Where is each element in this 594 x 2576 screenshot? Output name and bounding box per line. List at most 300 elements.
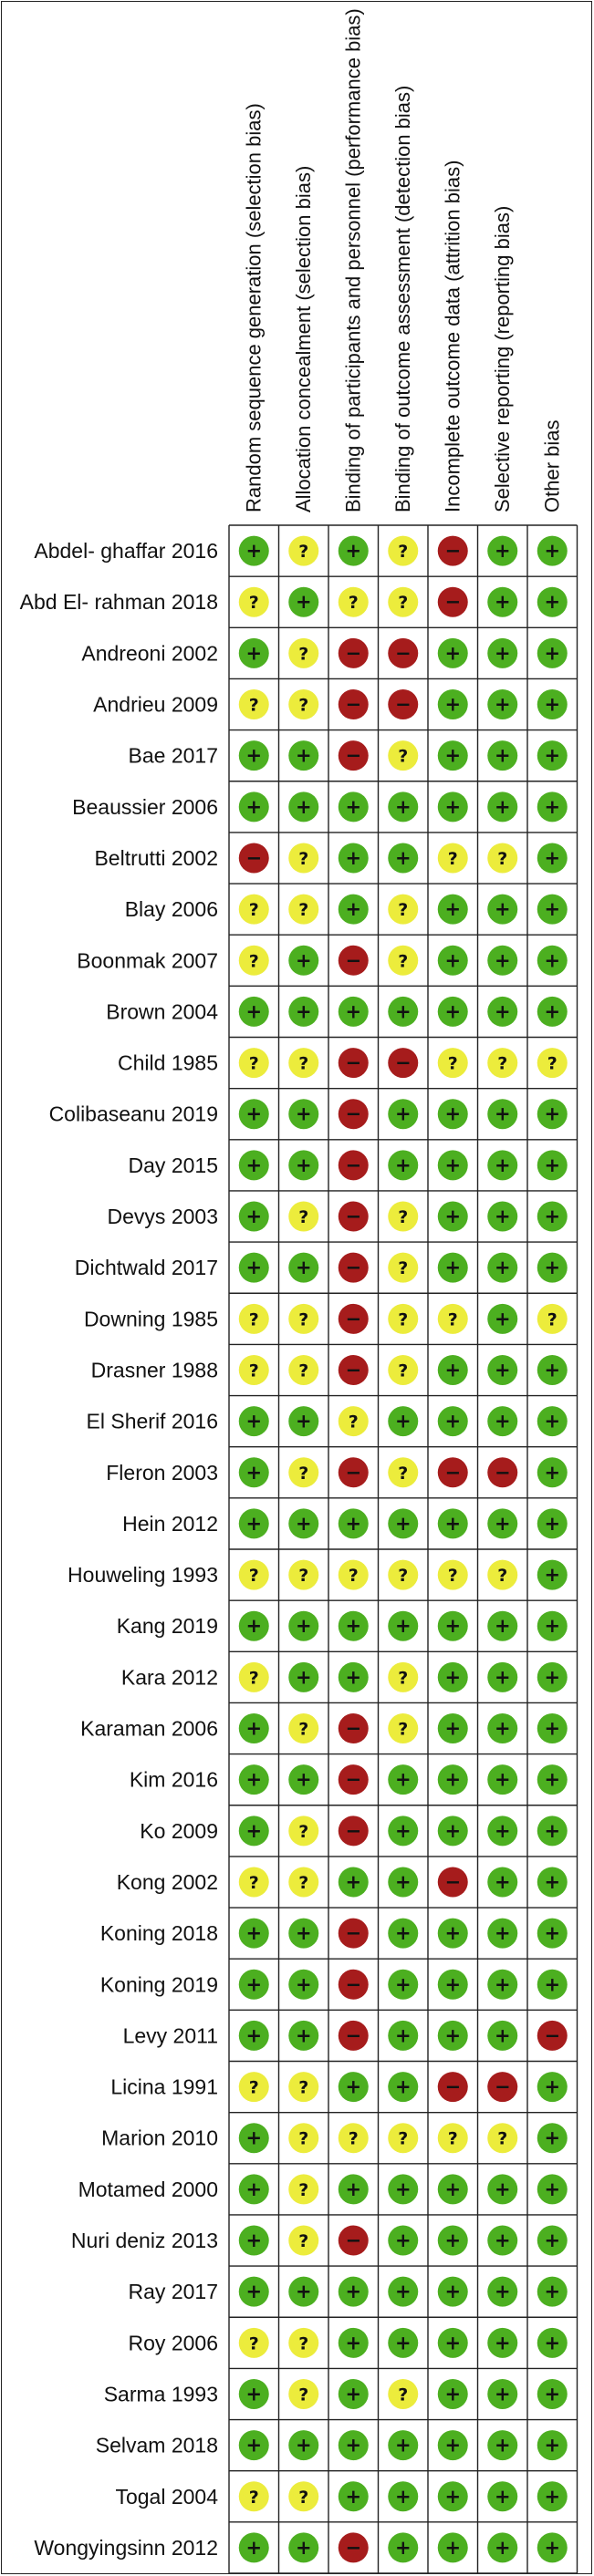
rating-symbol: + xyxy=(345,2178,362,2200)
rating-cell xyxy=(487,1867,517,1897)
rating-symbol: + xyxy=(544,642,561,665)
rating-symbol: + xyxy=(544,591,561,614)
rating-cell xyxy=(388,895,418,925)
rating-symbol: + xyxy=(245,2126,263,2149)
rating-symbol: + xyxy=(444,744,462,767)
rating-symbol: + xyxy=(394,2485,412,2508)
rating-symbol: + xyxy=(544,795,561,818)
rating-symbol: − xyxy=(345,1922,362,1945)
rating-cell xyxy=(288,1662,318,1692)
rating-symbol: + xyxy=(345,2485,362,2508)
rating-symbol: ? xyxy=(398,1207,409,1228)
rating-cell xyxy=(288,2430,318,2460)
rating-cell xyxy=(239,1457,269,1487)
rating-symbol: + xyxy=(544,1000,561,1023)
rating-cell xyxy=(487,1508,517,1538)
rating-symbol: + xyxy=(544,693,561,716)
rating-symbol: + xyxy=(494,1768,511,1791)
rating-cell xyxy=(388,1355,418,1385)
rating-symbol: + xyxy=(394,2434,412,2457)
rating-cell xyxy=(537,1508,568,1538)
domain-header-1: Random sequence generation (selection bias) xyxy=(242,103,266,512)
rating-cell xyxy=(487,1764,517,1795)
rating-symbol: + xyxy=(494,1205,511,1228)
rating-symbol: + xyxy=(345,795,362,818)
rating-symbol: + xyxy=(245,2383,263,2405)
rating-symbol: + xyxy=(494,2485,511,2508)
rating-cell xyxy=(438,895,468,925)
rating-cell xyxy=(288,2532,318,2562)
rating-symbol: ? xyxy=(298,1872,309,1893)
rating-symbol: ? xyxy=(398,1668,409,1689)
rating-symbol: − xyxy=(345,1461,362,1484)
rating-symbol: + xyxy=(345,540,362,563)
rating-symbol: + xyxy=(544,1564,561,1587)
rating-cell xyxy=(438,1662,468,1692)
rating-cell xyxy=(438,740,468,771)
grid-lines xyxy=(229,525,578,2573)
rating-symbol: + xyxy=(544,2485,561,2508)
rating-cell xyxy=(339,2226,369,2256)
rating-symbol: + xyxy=(345,1666,362,1689)
rating-cell xyxy=(339,2123,369,2153)
rating-cell xyxy=(388,740,418,771)
rating-symbol: + xyxy=(345,898,362,921)
rating-symbol: + xyxy=(494,1870,511,1893)
rating-symbol: + xyxy=(544,744,561,767)
rating-symbol: + xyxy=(444,2485,462,2508)
rating-symbol: + xyxy=(444,1768,462,1791)
rating-symbol: ? xyxy=(298,644,309,665)
rating-cell xyxy=(438,587,468,617)
rating-cell xyxy=(239,1816,269,1846)
rating-symbol: ? xyxy=(398,2128,409,2149)
rating-symbol: ? xyxy=(447,1053,458,1074)
rating-symbol: + xyxy=(494,2332,511,2354)
rating-symbol: ? xyxy=(398,1719,409,1740)
rating-symbol: + xyxy=(394,1922,412,1945)
rating-cell xyxy=(239,2481,269,2511)
rating-symbol: ? xyxy=(398,542,409,563)
rating-cell xyxy=(537,536,568,566)
rating-cell xyxy=(438,1304,468,1334)
rating-symbol: + xyxy=(394,1870,412,1893)
rating-cell xyxy=(487,2123,517,2153)
rating-cell xyxy=(388,2532,418,2562)
rating-cell xyxy=(438,997,468,1027)
rating-cell xyxy=(438,2277,468,2307)
rating-cell xyxy=(339,946,369,976)
rating-cell xyxy=(288,791,318,822)
rating-symbol: + xyxy=(295,1102,312,1125)
rating-cell xyxy=(339,1713,369,1743)
domain-header-4: Binding of outcome assessment (detection bias) xyxy=(391,85,414,512)
rating-symbol: + xyxy=(295,1666,312,1689)
rating-symbol: − xyxy=(345,1205,362,1228)
rating-symbol: + xyxy=(295,2281,312,2303)
rating-symbol: + xyxy=(444,1000,462,1023)
rating-cell xyxy=(388,1611,418,1641)
rating-symbol: ? xyxy=(298,1207,309,1228)
rating-cell xyxy=(239,1304,269,1334)
rating-symbol: + xyxy=(345,2075,362,2098)
rating-symbol: + xyxy=(494,1359,511,1381)
rating-symbol: − xyxy=(345,1359,362,1381)
rating-cell xyxy=(438,1355,468,1385)
rating-cell xyxy=(388,2174,418,2204)
study-label: Boonmak 2007 xyxy=(77,948,218,973)
rating-symbol: + xyxy=(245,1768,263,1791)
rating-cell xyxy=(288,1508,318,1538)
study-label: Kang 2019 xyxy=(116,1614,218,1639)
rating-cell xyxy=(537,2072,568,2102)
rating-symbol: + xyxy=(444,1666,462,1689)
rating-cell xyxy=(388,689,418,719)
rating-cell xyxy=(537,2021,568,2051)
rating-cell xyxy=(339,1662,369,1692)
rating-symbol: + xyxy=(444,2434,462,2457)
study-label: Nuri deniz 2013 xyxy=(70,2229,218,2253)
rating-symbol: + xyxy=(544,1461,561,1484)
rating-cell xyxy=(438,2532,468,2562)
rating-symbol: + xyxy=(295,1257,312,1279)
rating-symbol: + xyxy=(544,2178,561,2200)
rating-cell xyxy=(487,2174,517,2204)
rating-cell xyxy=(288,1048,318,1078)
rating-symbol: + xyxy=(394,1000,412,1023)
rating-symbol: − xyxy=(444,1461,462,1484)
rating-symbol: ? xyxy=(248,1360,259,1381)
rating-symbol: ? xyxy=(348,1412,359,1433)
rating-cell xyxy=(288,1560,318,1590)
rating-cell xyxy=(537,1304,568,1334)
rating-symbol: + xyxy=(444,1102,462,1125)
rating-cell xyxy=(537,2328,568,2358)
rating-symbol: − xyxy=(494,2075,511,2098)
rating-symbol: + xyxy=(444,2332,462,2354)
rating-symbol: + xyxy=(394,2281,412,2303)
rating-symbol: + xyxy=(444,1922,462,1945)
rating-cell xyxy=(537,2277,568,2307)
rating-symbol: + xyxy=(494,1717,511,1740)
rating-cell xyxy=(438,1919,468,1949)
rating-cell xyxy=(339,2481,369,2511)
rating-symbol: ? xyxy=(298,542,309,563)
rating-cell xyxy=(537,1764,568,1795)
rating-cell xyxy=(239,895,269,925)
rating-cell xyxy=(239,2174,269,2204)
rating-cell xyxy=(438,1867,468,1897)
rating-cell xyxy=(388,1048,418,1078)
rating-cell xyxy=(487,2379,517,2409)
rating-symbol: + xyxy=(444,1205,462,1228)
rating-symbol: + xyxy=(295,795,312,818)
rating-cell xyxy=(438,1099,468,1129)
rating-symbol: + xyxy=(245,1973,263,1996)
rating-cell xyxy=(388,1253,418,1283)
rating-cell xyxy=(239,997,269,1027)
rating-symbol: + xyxy=(394,2229,412,2252)
rating-cell xyxy=(388,946,418,976)
rating-symbol: + xyxy=(544,2383,561,2405)
rating-cell xyxy=(288,2328,318,2358)
rating-cell xyxy=(288,1406,318,1436)
rating-cell xyxy=(537,791,568,822)
rating-cell xyxy=(339,843,369,873)
rating-symbol: + xyxy=(245,642,263,665)
rating-symbol: + xyxy=(394,1512,412,1535)
rating-cell xyxy=(388,2328,418,2358)
rating-cell xyxy=(239,1355,269,1385)
rating-symbol: + xyxy=(295,2024,312,2047)
rating-cell xyxy=(438,1048,468,1078)
rating-cell xyxy=(339,536,369,566)
rating-cell xyxy=(288,1611,318,1641)
rating-symbol: ? xyxy=(298,2077,309,2098)
rating-symbol: ? xyxy=(497,2128,508,2149)
study-labels xyxy=(20,539,219,2560)
rating-symbol: + xyxy=(444,642,462,665)
rating-cell xyxy=(438,2430,468,2460)
domain-header-6: Selective reporting (reporting bias) xyxy=(490,205,514,512)
rating-symbol: + xyxy=(394,2178,412,2200)
rating-cell xyxy=(537,1048,568,1078)
rating-symbol: − xyxy=(345,1257,362,1279)
rating-cell xyxy=(487,2328,517,2358)
rating-cell xyxy=(239,2072,269,2102)
rating-symbol: + xyxy=(295,1410,312,1433)
rating-symbol: + xyxy=(544,1973,561,1996)
rating-symbol: ? xyxy=(298,1463,309,1484)
rating-cell xyxy=(288,1713,318,1743)
rating-symbol: + xyxy=(494,1666,511,1689)
rating-cell xyxy=(239,1919,269,1949)
rating-cell xyxy=(239,1867,269,1897)
rating-symbol: − xyxy=(444,591,462,614)
rating-symbol: + xyxy=(494,2229,511,2252)
rating-symbol: + xyxy=(494,2536,511,2559)
rating-symbol: + xyxy=(345,2434,362,2457)
rating-cell xyxy=(388,587,418,617)
rating-symbol: + xyxy=(245,795,263,818)
rating-cell xyxy=(438,1508,468,1538)
rating-cell xyxy=(487,1355,517,1385)
study-label: Abd El- rahman 2018 xyxy=(19,590,218,615)
rating-cell xyxy=(537,2174,568,2204)
rating-symbol: ? xyxy=(447,848,458,869)
rating-cell xyxy=(487,1253,517,1283)
rating-cell xyxy=(288,2226,318,2256)
rating-symbol: ? xyxy=(298,2385,309,2405)
rating-symbol: + xyxy=(494,2434,511,2457)
study-label: Andrieu 2009 xyxy=(93,692,218,717)
rating-cell xyxy=(487,946,517,976)
rating-cell xyxy=(388,1202,418,1232)
rating-symbol: + xyxy=(544,1615,561,1638)
study-label: Ray 2017 xyxy=(128,2280,218,2304)
rating-cell xyxy=(288,2379,318,2409)
rating-cell xyxy=(487,1406,517,1436)
rating-symbol: + xyxy=(444,1615,462,1638)
rating-symbol: + xyxy=(245,1154,263,1176)
rating-cell xyxy=(388,2379,418,2409)
rating-symbol: + xyxy=(544,1205,561,1228)
rating-cell xyxy=(487,587,517,617)
rating-cell xyxy=(288,1150,318,1180)
rating-symbol: + xyxy=(494,2281,511,2303)
rating-cell xyxy=(388,1560,418,1590)
rating-symbol: ? xyxy=(298,2128,309,2149)
rating-cell xyxy=(487,1560,517,1590)
rating-cell xyxy=(288,1355,318,1385)
rating-symbol: + xyxy=(295,1000,312,1023)
rating-symbol: ? xyxy=(447,2128,458,2149)
rating-symbol: + xyxy=(394,2075,412,2098)
rating-symbol: + xyxy=(494,795,511,818)
rating-cell xyxy=(487,689,517,719)
rating-symbol: + xyxy=(544,1768,561,1791)
rating-symbol: + xyxy=(544,1819,561,1842)
rating-cell xyxy=(239,638,269,668)
rating-symbol: − xyxy=(345,1308,362,1330)
rating-cell xyxy=(388,2430,418,2460)
rating-symbol: + xyxy=(494,693,511,716)
rating-cell xyxy=(388,1099,418,1129)
rating-cell xyxy=(288,2123,318,2153)
rating-cell xyxy=(239,2277,269,2307)
rating-symbol: + xyxy=(544,1257,561,1279)
rating-symbol: + xyxy=(444,949,462,972)
rating-symbol: ? xyxy=(497,848,508,869)
study-label: Colibaseanu 2019 xyxy=(48,1102,218,1126)
rating-cell xyxy=(537,1099,568,1129)
rating-cell xyxy=(388,2481,418,2511)
study-label: Drasner 1988 xyxy=(90,1358,218,1382)
rating-cell xyxy=(537,1406,568,1436)
rating-cell xyxy=(537,1150,568,1180)
rating-cell xyxy=(388,2123,418,2153)
rating-cell xyxy=(288,2174,318,2204)
rating-cell xyxy=(288,1816,318,1846)
rating-cell xyxy=(339,1355,369,1385)
rating-symbol: + xyxy=(245,2536,263,2559)
study-label: Brown 2004 xyxy=(106,999,218,1024)
rating-cell xyxy=(487,2226,517,2256)
rating-cell xyxy=(537,1816,568,1846)
rating-symbol: ? xyxy=(248,1872,259,1893)
rating-cell xyxy=(339,1764,369,1795)
study-label: Karaman 2006 xyxy=(80,1716,218,1741)
rating-cell xyxy=(487,791,517,822)
study-label: Koning 2019 xyxy=(99,1972,218,1997)
rating-symbol: ? xyxy=(398,2385,409,2405)
rating-symbol: + xyxy=(245,1000,263,1023)
rating-symbol: + xyxy=(245,1615,263,1638)
rating-symbol: + xyxy=(245,1102,263,1125)
rating-symbol: + xyxy=(494,591,511,614)
rating-symbol: ? xyxy=(398,746,409,767)
rating-symbol: ? xyxy=(298,2179,309,2200)
rating-cell xyxy=(339,587,369,617)
rating-cell xyxy=(288,843,318,873)
rating-cell xyxy=(288,895,318,925)
rating-symbol: + xyxy=(444,1512,462,1535)
rating-cell xyxy=(239,689,269,719)
rating-symbol: + xyxy=(494,2178,511,2200)
rating-cell xyxy=(487,895,517,925)
rating-symbol: + xyxy=(444,2383,462,2405)
rating-cell xyxy=(388,1919,418,1949)
rating-symbol: ? xyxy=(298,1360,309,1381)
rating-cell xyxy=(438,1253,468,1283)
rating-cell xyxy=(288,1970,318,2000)
rating-cell xyxy=(239,2021,269,2051)
rating-symbol: + xyxy=(295,2536,312,2559)
rating-cell xyxy=(388,536,418,566)
rating-cell xyxy=(239,1202,269,1232)
study-label: Downing 1985 xyxy=(83,1307,218,1331)
rating-symbol: − xyxy=(494,1461,511,1484)
rating-symbol: − xyxy=(345,2229,362,2252)
rating-cell xyxy=(537,997,568,1027)
study-label: Roy 2006 xyxy=(128,2331,218,2355)
rating-symbol: + xyxy=(494,898,511,921)
rating-cell xyxy=(339,1970,369,2000)
rating-symbol: + xyxy=(345,1615,362,1638)
rating-symbol: + xyxy=(494,1922,511,1945)
rating-cell xyxy=(239,1970,269,2000)
rating-cell xyxy=(487,2430,517,2460)
study-label: Kara 2012 xyxy=(120,1665,218,1690)
rating-cell xyxy=(537,1970,568,2000)
rating-symbol: + xyxy=(345,1512,362,1535)
rating-symbol: + xyxy=(394,1410,412,1433)
rating-symbol: + xyxy=(345,2332,362,2354)
rating-cell xyxy=(537,2481,568,2511)
rating-symbol: + xyxy=(444,1819,462,1842)
rating-symbol: + xyxy=(345,1870,362,1893)
rating-symbol: + xyxy=(494,949,511,972)
rating-cell xyxy=(487,2021,517,2051)
rating-cell xyxy=(239,587,269,617)
rating-symbol: ? xyxy=(248,1668,259,1689)
rating-symbol: ? xyxy=(348,1566,359,1587)
rating-cell xyxy=(438,2123,468,2153)
rating-cell xyxy=(537,740,568,771)
rating-symbol: + xyxy=(245,1819,263,1842)
rating-cell xyxy=(438,2072,468,2102)
rating-cell xyxy=(388,1764,418,1795)
rating-cell xyxy=(537,843,568,873)
rating-symbol: − xyxy=(345,2024,362,2047)
rating-cell xyxy=(339,2430,369,2460)
rating-symbol: ? xyxy=(248,2333,259,2354)
rating-symbol: ? xyxy=(298,695,309,716)
rating-cell xyxy=(288,2277,318,2307)
rating-cell xyxy=(537,2532,568,2562)
rating-symbol: + xyxy=(245,1205,263,1228)
rating-symbol: + xyxy=(394,1102,412,1125)
rating-cell xyxy=(438,1457,468,1487)
rating-cell xyxy=(537,689,568,719)
rating-cell xyxy=(438,2481,468,2511)
rating-cell xyxy=(239,2328,269,2358)
rating-cell xyxy=(487,2277,517,2307)
rating-cell xyxy=(339,1919,369,1949)
rating-cell xyxy=(537,895,568,925)
domain-header-2: Allocation concealment (selection bias) xyxy=(291,165,315,512)
study-label: Devys 2003 xyxy=(107,1205,218,1229)
